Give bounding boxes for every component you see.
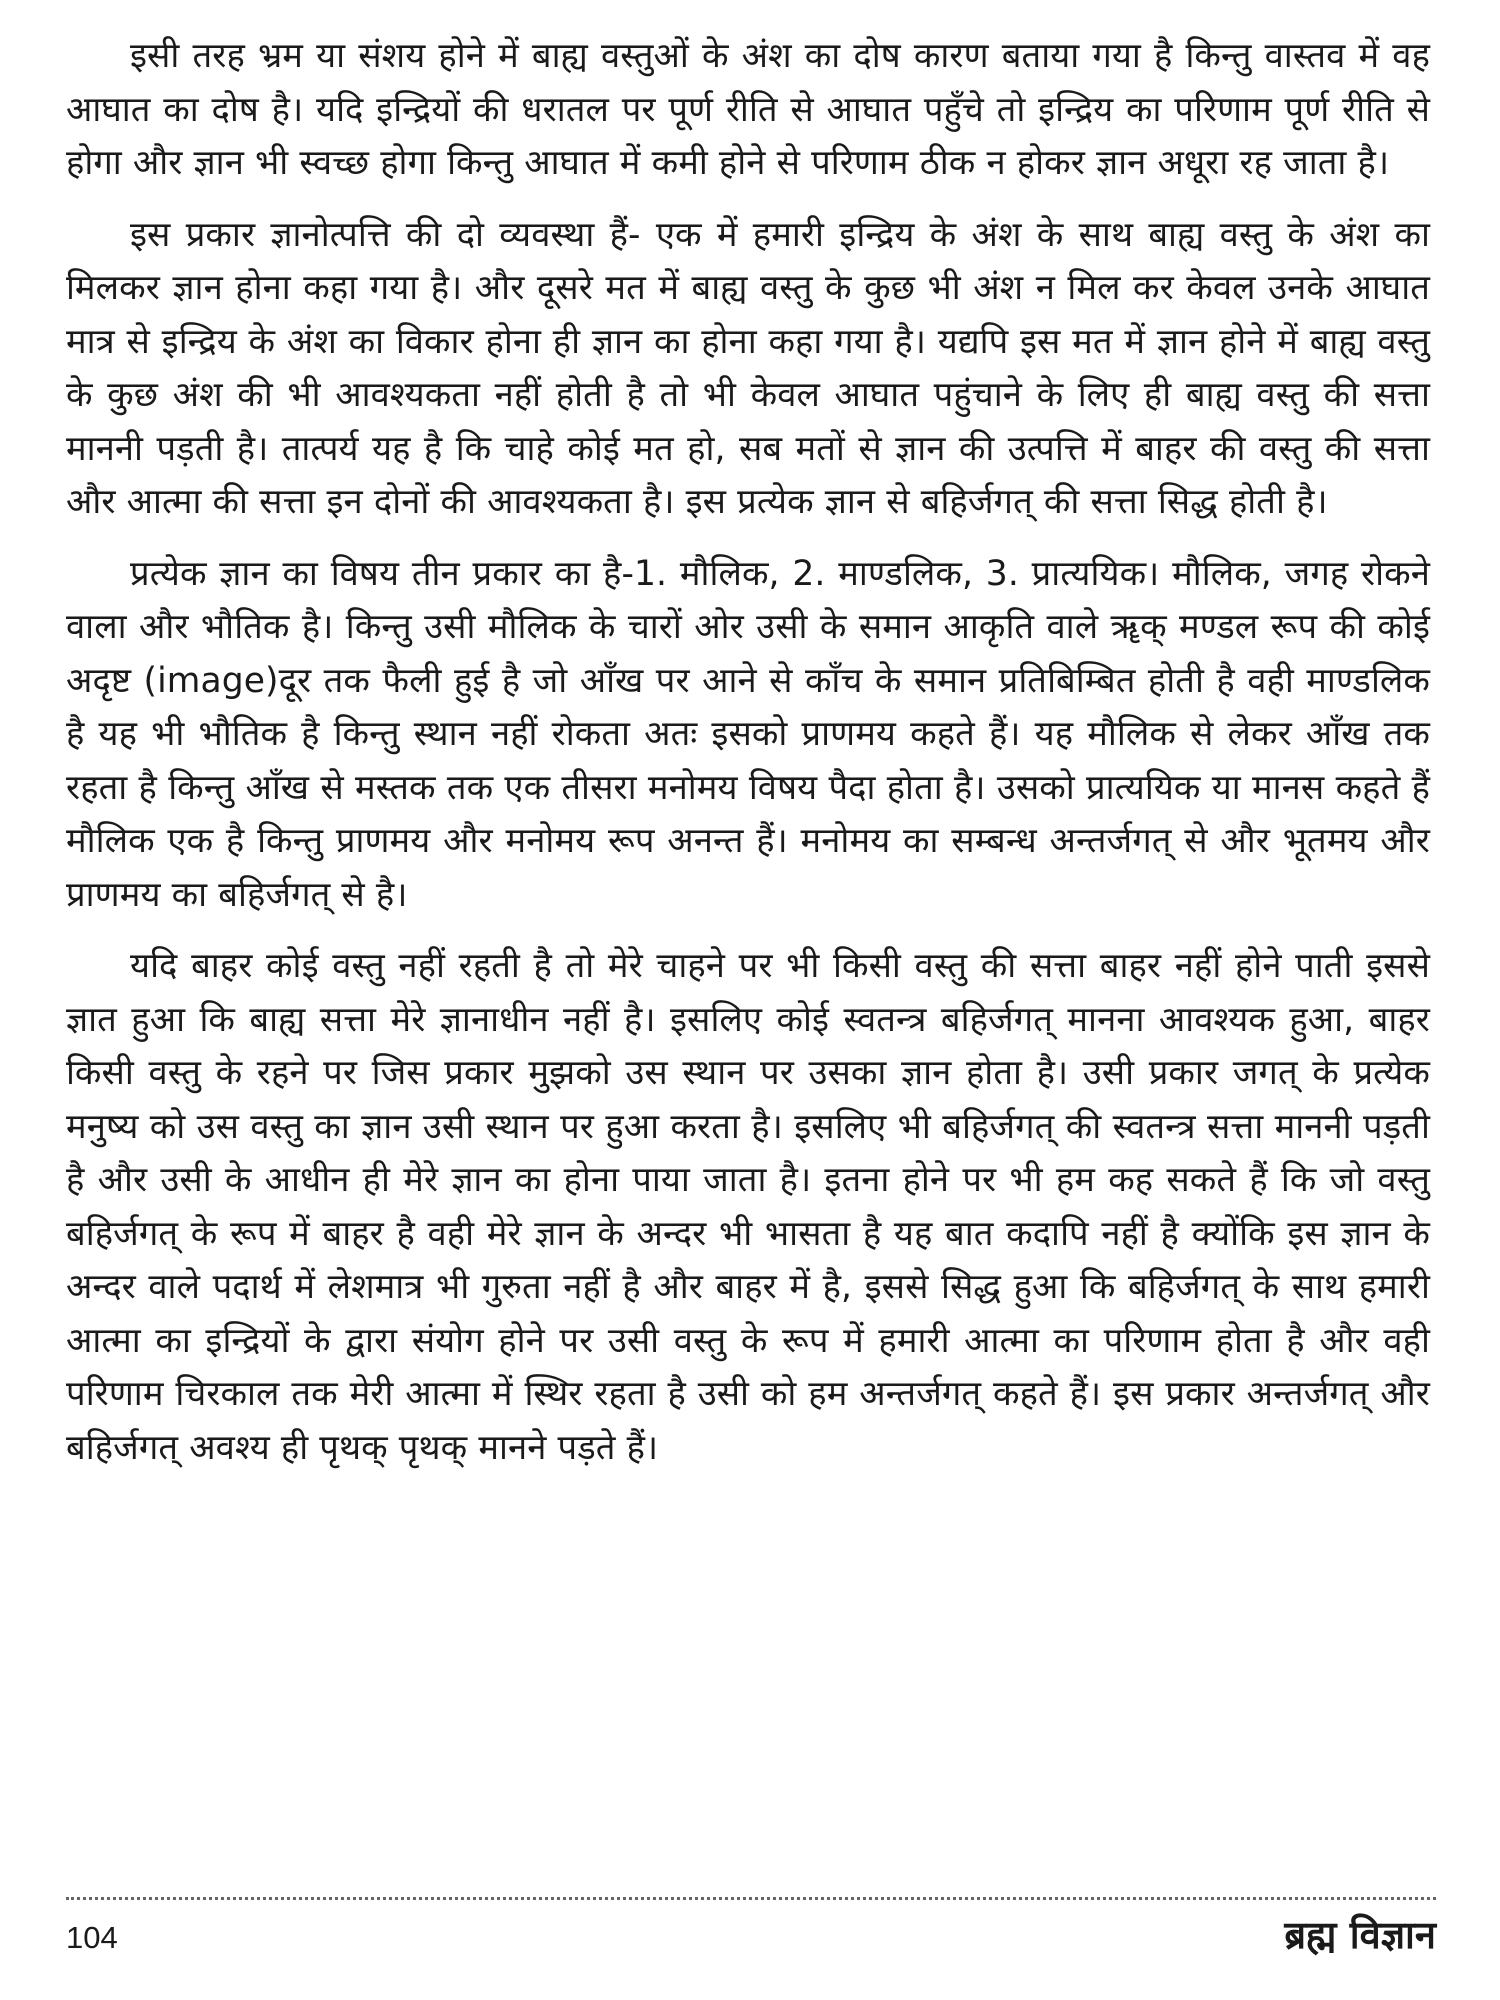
footer-divider: [66, 1897, 1436, 1900]
paragraph-4: यदि बाहर कोई वस्तु नहीं रहती है तो मेरे चाहने पर भी किसी वस्तु की सत्ता बाहर नहीं होने पाती इससे ज्ञात हुआ कि बाह्य सत्ता मेरे ज्ञानाधीन नहीं है। इसलिए कोई स्वतन्त्र बहिर्जगत् मानना आवश्यक हुआ, बाहर किसी वस्तु के रहने पर जिस प्रकार मुझको उस स्थान पर उसका ज्ञान होता है। उसी प्रकार जगत् के प्रत्येक मनुष्य को उस वस्तु का ज्ञान उसी स्थान पर हुआ करता है। इसलिए भी बहिर्जगत् की स्वतन्त्र सत्ता माननी पड़ती है और उसी के आधीन ही मेरे ज्ञान का होना पाया जाता है। इतना होने पर भी हम कह सकते हैं कि जो वस्तु बहिर्जगत् के रूप में बाहर है वही मेरे ज्ञान के अन्दर भी भासता है यह बात कदापि नहीं है क्योंकि इस ज्ञान के अन्दर वाले पदार्थ में लेशमात्र भी गुरुता नहीं है और बाहर में है, इससे सिद्ध हुआ कि बहिर्जगत् के साथ हमारी आत्मा का इन्द्रियों के द्वारा संयोग होने पर उसी वस्तु के रूप में हमारी आत्मा का परिणाम होता है और वही परिणाम चिरकाल तक मेरी आत्मा में स्थिर रहता है उसी को हम अन्तर्जगत् कहते हैं। इस प्रकार अन्तर्जगत् और बहिर्जगत् अवश्य ही पृथक् पृथक् मानने पड़ते हैं।: [66, 946, 1430, 1468]
page-number: 104: [66, 1920, 118, 1955]
page-body: [66, 30, 1430, 1860]
book-title: ब्रह्म विज्ञान: [1284, 1913, 1436, 1957]
paragraph-3: प्रत्येक ज्ञान का विषय तीन प्रकार का है-1. मौलिक, 2. माण्डलिक, 3. प्रात्ययिक। मौलिक, जगह रोकने वाला और भौतिक है। किन्तु उसी मौलिक के चारों ओर उसी के समान आकृति वाले ॠक् मण्डल रूप की कोई अदृष्ट (image)दूर तक फैली हुई है जो आँख पर आने से काँच के समान प्रतिबिम्बित होती है वही माण्डलिक है यह भी भौतिक है किन्तु स्थान नहीं रोकता अतः इसको प्राणमय कहते हैं। यह मौलिक से लेकर आँख तक रहता है किन्तु आँख से मस्तक तक एक तीसरा मनोमय विषय पैदा होता है। उसको प्रात्ययिक या मानस कहते हैं मौलिक एक है किन्तु प्राणमय और मनोमय रूप अनन्त हैं। मनोमय का सम्बन्ध अन्तर्जगत् से और भूतमय और प्राणमय का बहिर्जगत् से है।: [66, 553, 1430, 915]
paragraph-2: इस प्रकार ज्ञानोत्पत्ति की दो व्यवस्था हैं- एक में हमारी इन्द्रिय के अंश के साथ बाह्य वस्तु के अंश का मिलकर ज्ञान होना कहा गया है। और दूसरे मत में बाह्य वस्तु के कुछ भी अंश न मिल कर केवल उनके आघात मात्र से इन्द्रिय के अंश का विकार होना ही ज्ञान का होना कहा गया है। यद्यपि इस मत में ज्ञान होने में बाह्य वस्तु के कुछ अंश की भी आवश्यकता नहीं होती है तो भी केवल आघात पहुंचाने के लिए ही बाह्य वस्तु की सत्ता माननी पड़ती है। तात्पर्य यह है कि चाहे कोई मत हो, सब मतों से ज्ञान की उत्पत्ति में बाहर की वस्तु की सत्ता और आत्मा की सत्ता इन दोनों की आवश्यकता है। इस प्रत्येक ज्ञान से बहिर्जगत् की सत्ता सिद्ध होती है।: [66, 214, 1430, 522]
paragraph-1: इसी तरह भ्रम या संशय होने में बाह्य वस्तुओं के अंश का दोष कारण बताया गया है किन्तु वास्तव में वह आघात का दोष है। यदि इन्द्रियों की धरातल पर पूर्ण रीति से आघात पहुँचे तो इन्द्रिय का परिणाम पूर्ण रीति से होगा और ज्ञान भी स्वच्छ होगा किन्तु आघात में कमी होने से परिणाम ठीक न होकर ज्ञान अधूरा रह जाता है।: [66, 36, 1430, 183]
